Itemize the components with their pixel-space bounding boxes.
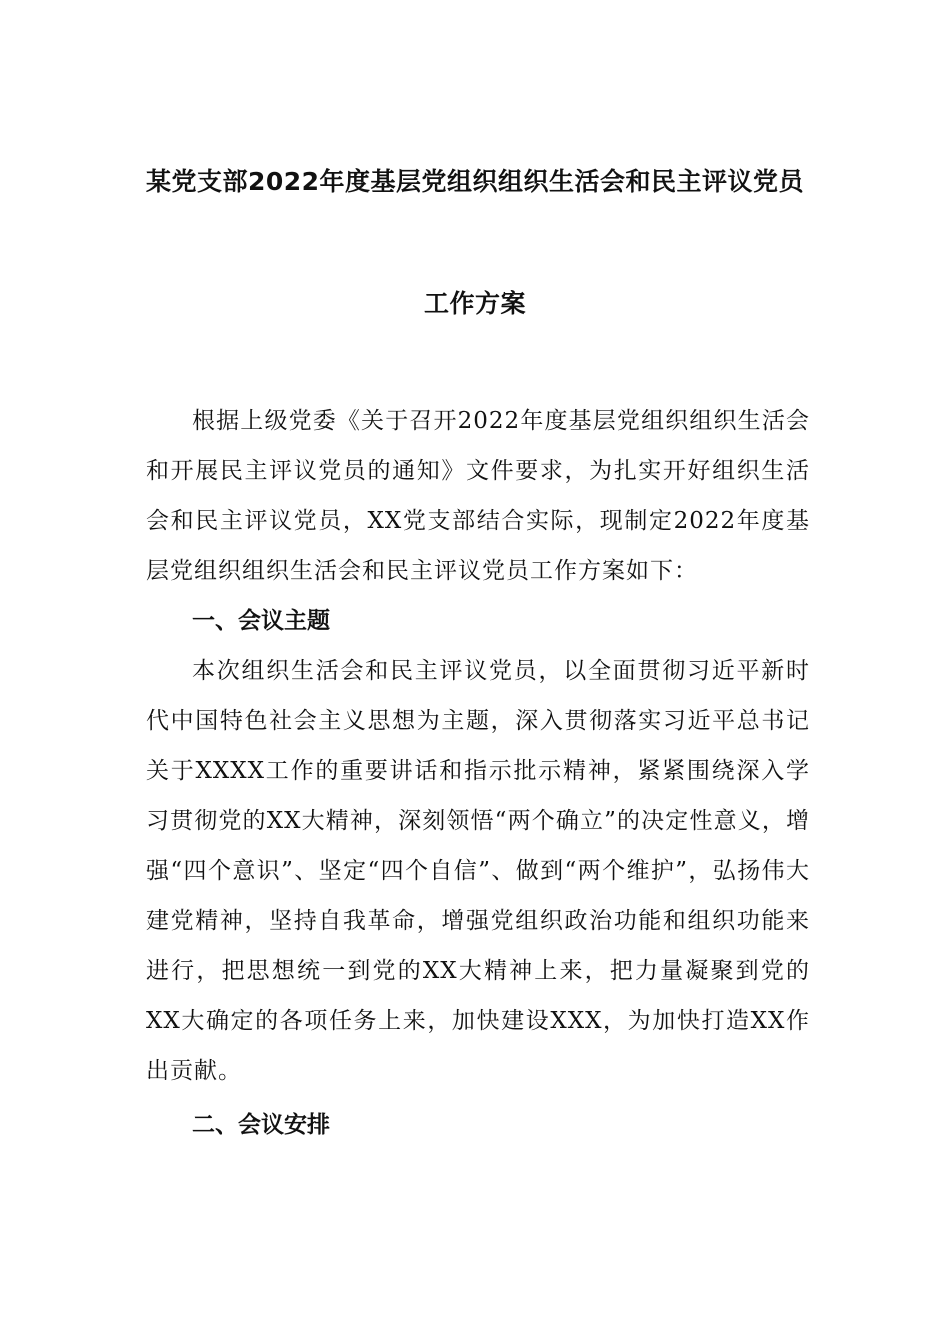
section-heading-meeting-arrangement: 二、会议安排 (192, 1112, 330, 1138)
document-title-line-1: 某党支部2022年度基层党组织组织生活会和民主评议党员 (145, 167, 805, 196)
intro-paragraph: 根据上级党委《关于召开2022年度基层党组织组织生活会和开展民主评议党员的通知》文件要求，为扎实开好组织生活会和民主评议党员，XX党支部结合实际，现制定2022年度基层党组织组织生活会和民主评议党员工作方案如下： (146, 408, 810, 584)
section-heading-meeting-theme: 一、会议主题 (192, 608, 330, 634)
document-body (146, 396, 810, 1150)
document-title-line-2: 工作方案 (423, 289, 526, 318)
meeting-theme-paragraph: 本次组织生活会和民主评议党员，以全面贯彻习近平新时代中国特色社会主义思想为主题，深入贯彻落实习近平总书记关于XXXX工作的重要讲话和指示批示精神，紧紧围绕深入学习贯彻党的XX大精神，深刻领悟“两个确立”的决定性意义，增强“四个意识”、坚定“四个自信”、做到“两个维护”，弘扬伟大建党精神，坚持自我革命，增强党组织政治功能和组织功能来进行，把思想统一到党的XX大精神上来，把力量凝聚到党的XX大确定的各项任务上来，加快建设XXX，为加快打造XX作出贡献。 (146, 658, 810, 1084)
